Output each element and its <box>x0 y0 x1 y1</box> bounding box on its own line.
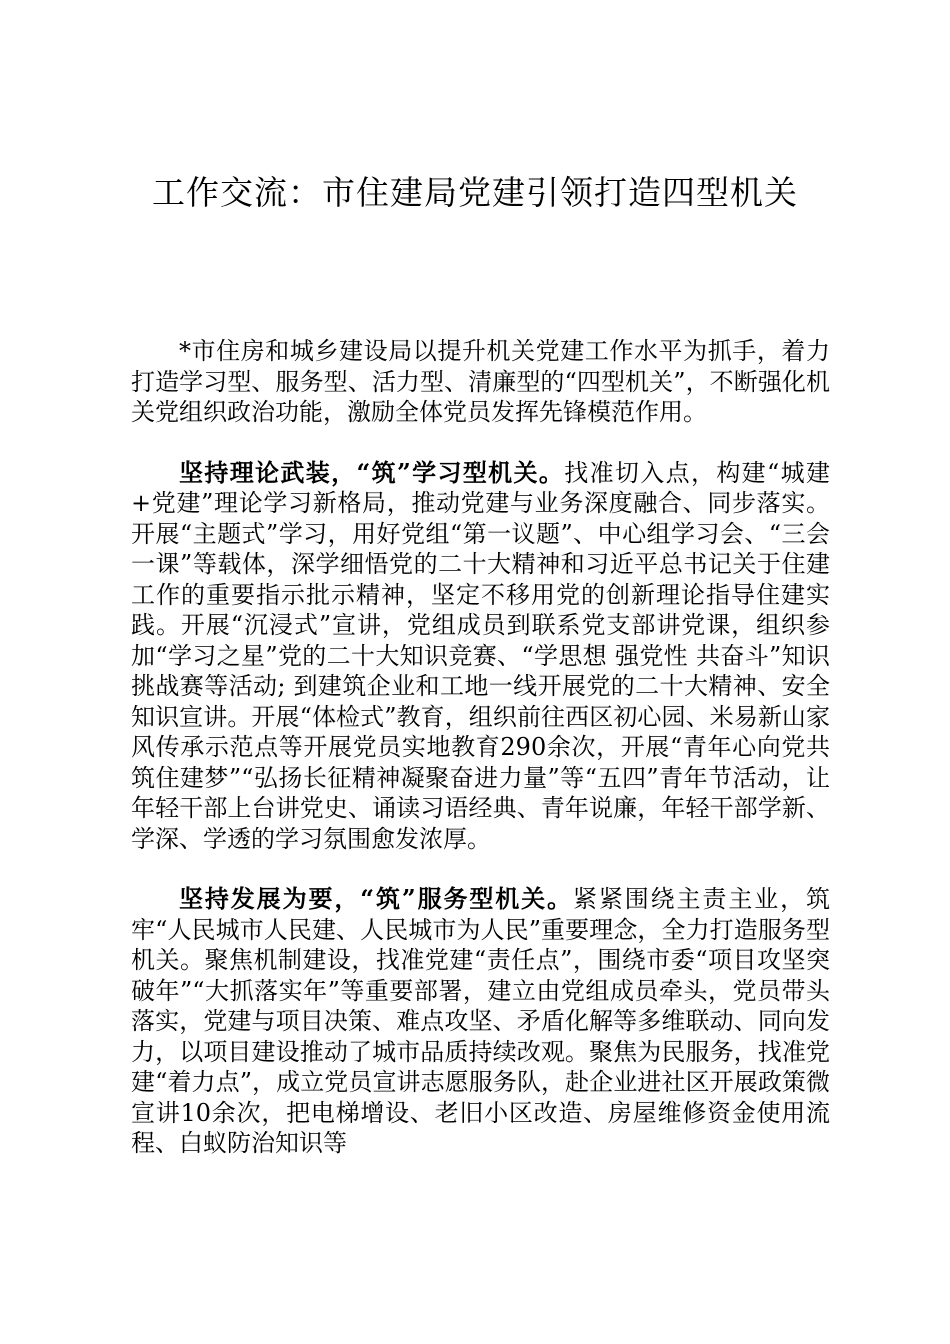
paragraph-lead: 坚持理论武装，“筑”学习型机关。 <box>179 457 565 487</box>
paragraph-intro <box>131 336 830 428</box>
document-body <box>131 336 830 1189</box>
paragraph-lead: 坚持发展为要，“筑”服务型机关。 <box>179 884 573 913</box>
paragraph-text: 找准切入点，构建“城建+党建”理论学习新格局，推动党建与业务深度融合、同步落实。开展“主题式”学习，用好党组“第一议题”、中心组学习会、“三会一课”等载体，深学细悟党的二十大精神和习近平总书记关于住建工作的重要指示批示精神，坚定不移用党的创新理论指导住建实践。开展“沉浸式”宣讲，党组成员到联系党支部讲党课，组织参加“学习之星”党的二十大知识竞赛、“学思想 强党性 共奋斗”知识挑战赛等活动; 到建筑企业和工地一线开展党的二十大精神、安全知识宣讲。开展“体检式”教育，组织前往西区初心园、米易新山家风传承示范点等开展党员实地教育290余次，开展“青年心向党共筑住建梦”“弘扬长征精神凝聚奋进力量”等“五四”青年节活动，让年轻干部上台讲党史、诵读习语经典、青年说廉，年轻干部学新、学深、学透的学习氛围愈发浓厚。 <box>131 458 830 853</box>
paragraph-service-organ <box>131 884 830 1159</box>
paragraph-text: *市住房和城乡建设局以提升机关党建工作水平为抓手，着力打造学习型、服务型、活力型、清廉型的“四型机关”，不断强化机关党组织政治功能，激励全体党员发挥先锋模范作用。 <box>131 337 830 426</box>
paragraph-learning-organ <box>131 458 830 855</box>
document-title: 工作交流：市住建局党建引领打造四型机关 <box>152 173 798 212</box>
paragraph-text: 紧紧围绕主责主业，筑牢“人民城市人民建、人民城市为人民”重要理念，全力打造服务型机关。聚焦机制建设，找准党建“责任点”，围绕市委“项目攻坚突破年”“大抓落实年”等重要部署，建立由党组成员牵头，党员带头落实，党建与项目决策、难点攻坚、矛盾化解等多维联动、同向发力，以项目建设推动了城市品质持续改观。聚焦为民服务，找准党建“着力点”，成立党员宣讲志愿服务队，赴企业进社区开展政策微宣讲10余次，把电梯增设、老旧小区改造、房屋维修资金使用流程、白蚁防治知识等 <box>131 885 831 1157</box>
